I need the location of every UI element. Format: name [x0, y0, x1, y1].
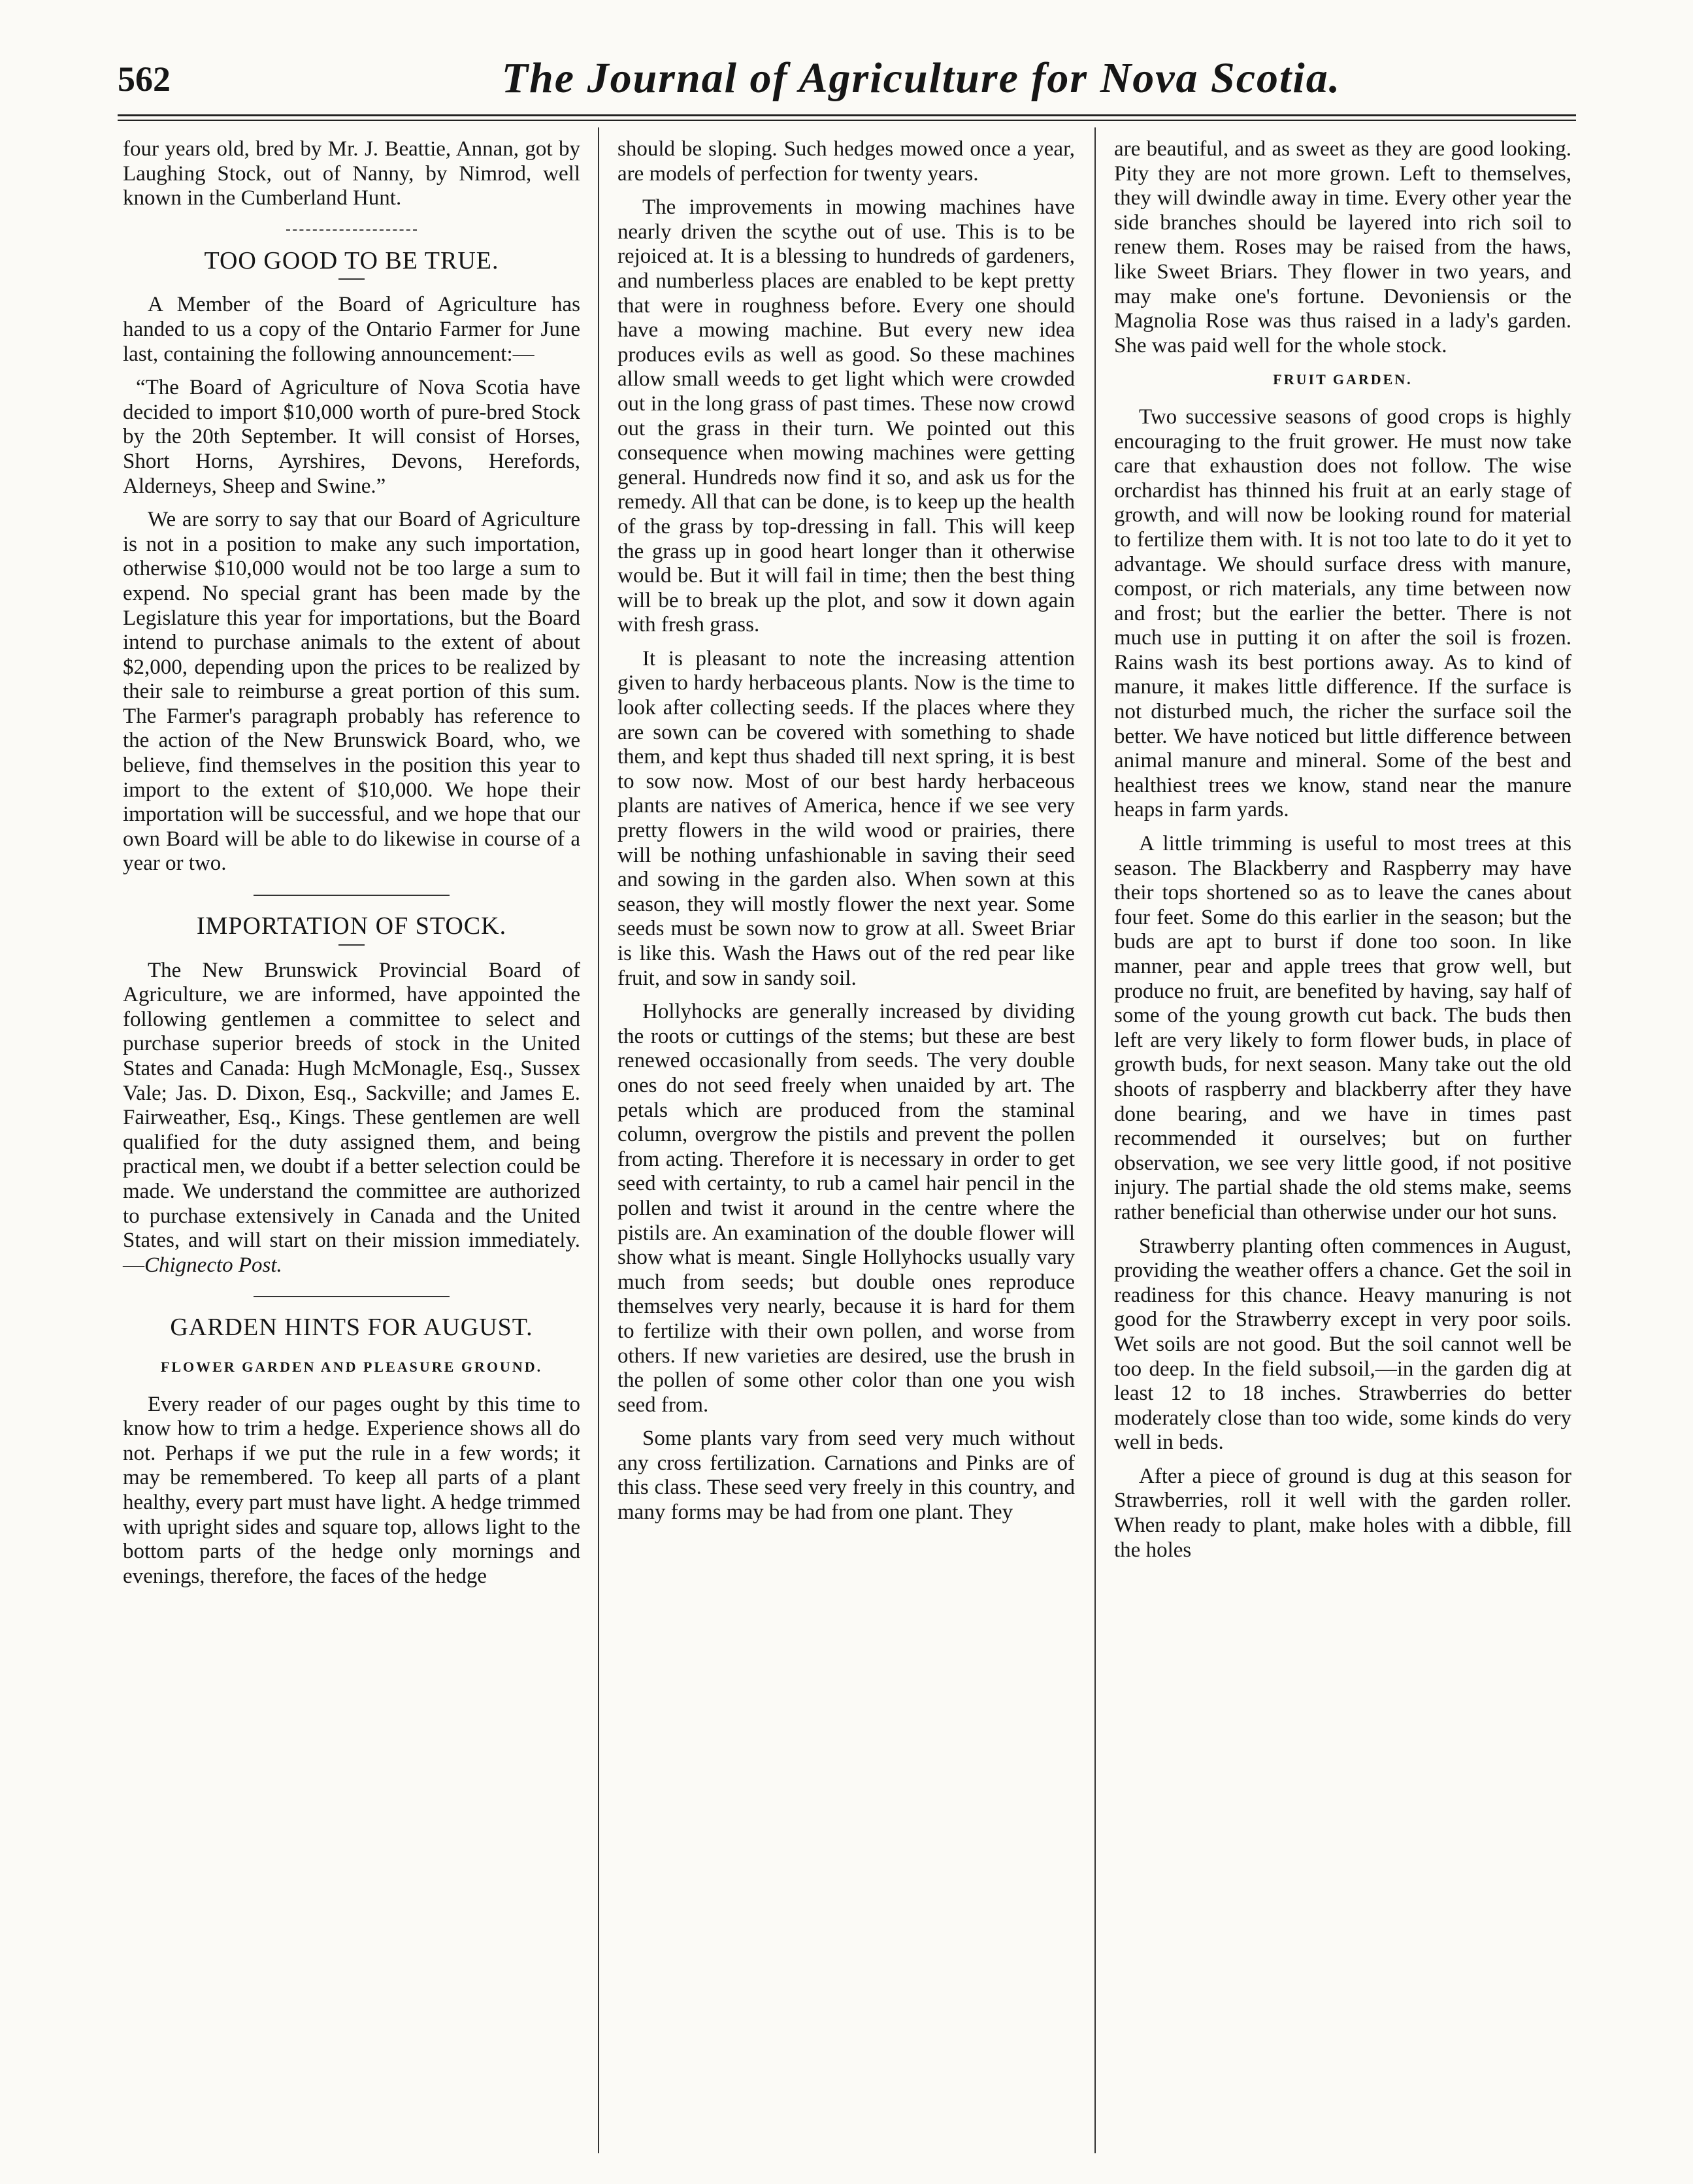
journal-title: The Journal of Agriculture for Nova Scotia. — [501, 54, 1341, 102]
paragraph-new-brunswick-board — [123, 959, 580, 1278]
source-attribution: Chignecto Post. — [144, 1253, 282, 1277]
heading-underline — [338, 944, 365, 946]
paragraph-should-be-sloping: should be sloping. Such hedges mowed once a year, are models of perfection for twenty years. — [617, 137, 1075, 186]
paragraph-some-plants-vary: Some plants vary from seed very much without any cross fertilization. Carnations and Pinks are of this class. These seed very freely in this country, and many forms may be had from one plant. They — [617, 1427, 1075, 1525]
header-rule — [118, 114, 1576, 121]
heading-too-good-to-be-true: TOO GOOD TO BE TRUE. — [204, 246, 499, 274]
subheading-fruit-garden: FRUIT GARDEN. — [1273, 371, 1413, 388]
column-3 — [1114, 137, 1571, 1572]
column-divider-1 — [598, 127, 599, 2153]
paragraph-are-beautiful: are beautiful, and as sweet as they are good looking. Pity they are not more grown. Left to themselves, they will dwindle away in time. Every other year the side branches should be layered into rich soil to renew them. Roses may be raised from the haws, like Sweet Briars. They flower in two years, and may make one's fortune. Devoniensis or the Magnolia Rose was thus raised in a lady's garden. She was paid well for the whole stock. — [1114, 137, 1571, 357]
column-1 — [123, 137, 580, 1598]
paragraph-every-reader: Every reader of our pages ought by this time to know how to trim a hedge. Experience shows all do not. Perhaps if we put the rule in a few words; it may be remembered. To keep all parts of a plant healthy, every part must have light. A hedge trimmed with upright sides and square top, allows light to the bottom parts of the hedge only mornings and evenings, therefore, the faces of the hedge — [123, 1392, 580, 1588]
paragraph-strawberry-planting: Strawberry planting often commences in August, providing the weather offers a chance. Get the soil in readiness for this chance. Heavy manuring is not good for the Strawberry except in very poor soils. Wet soils are not good. But the soil cannot well be too deep. In the field subsoil,—in the garden dig at least 12 to 18 inches. Strawberries do better moderately close than too wide, some kinds do very well in beds. — [1114, 1234, 1571, 1455]
paragraph-herbaceous-plants: It is pleasant to note the increasing attention given to hardy herbaceous plants. Now is the time to look after collecting seeds. If the places where they are sown can be covered with something to shade them, and kept thus shaded till next spring, it is best to sow now. Most of our best hardy herbaceous plants are natives of America, hence if we see very pretty flowers in the wild wood or prairies, there will be nothing unfashionable in saving their seed and sowing in the garden also. When sown at this season, they will mostly flower the next year. Some seeds must be sown now to grow at all. Sweet Briar is like this. Wash the Haws out of the red pear like fruit, and sow in sandy soil. — [617, 646, 1075, 990]
heading-underline — [338, 278, 365, 280]
paragraph-member-board: A Member of the Board of Agriculture has handed to us a copy of the Ontario Farmer for June last, containing the following announcement:— — [123, 293, 580, 366]
heading-importation-of-stock: IMPORTATION OF STOCK. — [196, 912, 507, 940]
page-header — [118, 52, 1575, 124]
column-divider-2 — [1094, 127, 1096, 2153]
paragraph-little-trimming: A little trimming is useful to most trees at this season. The Blackberry and Raspberry may have their tops shortened so as to leave the canes about four feet. Some do this earlier in the season; but the buds are apt to burst if done too soon. In like manner, pear and apple trees that grow well, but produce no fruit, are benefited by having, say half of some of the young growth cut back. The buds then left are very likely to form flower buds, in place of growth buds, for next season. Many take out the old shoots of raspberry and blackberry after they have done bearing, and we have in times past recommended it ourselves; but on further observation, we see very little good, if not positive injury. The partial shade the old stems make, seems rather beneficial than otherwise under our hot suns. — [1114, 832, 1571, 1224]
paragraph-quoted-announcement: “The Board of Agriculture of Nova Scotia have decided to import $10,000 worth of pure-bred Stock by the 20th September. It will consist of Horses, Short Horns, Ayrshires, Devons, Herefords, Alderneys, Sheep and Swine.” — [123, 376, 580, 498]
paragraph-after-piece-of-ground: After a piece of ground is dug at this season for Strawberries, roll it well with the garden roller. When ready to plant, make holes with a dibble, fill the holes — [1114, 1464, 1571, 1562]
heading-garden-hints: GARDEN HINTS FOR AUGUST. — [170, 1314, 533, 1342]
paragraph-we-are-sorry: We are sorry to say that our Board of Agriculture is not in a position to make any such importation, otherwise $10,000 would not be too large a sum to expend. No special grant has been made by the Legislature this year for importations, but the Board intend to purchase animals to the extent of about $2,000, depending upon the prices to be realized by their sale to reimburse a great portion of this sum. The Farmer's paragraph probably has reference to the action of the New Brunswick Board, who, we believe, find themselves in the position this year to import to the extent of $10,000. We hope their importation will be successful, and we hope that our own Board will be able to do likewise in course of a year or two. — [123, 508, 580, 876]
section-divider — [286, 229, 417, 231]
section-divider — [254, 1296, 450, 1297]
paragraph-mowing-machines: The improvements in mowing machines have nearly driven the scythe out of use. This is to be rejoiced at. It is a blessing to hundreds of gardeners, and numberless places are enabled to be kept pretty that were in roughness before. Every one should have a mowing machine. But every new idea produces evils as well as good. So these machines allow small weeds to get light which were crowded out in the long grass of past times. These now crowd out the grass in their turn. We pointed out this consequence when mowing machines were getting general. Hundreds now find it so, and ask us for the remedy. All that can be done, is to keep up the health of the grass by top-dressing in fall. This will keep the grass up in good heart longer than it otherwise would be. But it will fail in time; then the best thing will be to break up the plot, and sow it down again with fresh grass. — [617, 195, 1075, 637]
paragraph-two-successive-seasons: Two successive seasons of good crops is highly encouraging to the fruit grower. He must now take care that exhaustion does not follow. The wise orchardist has thinned his fruit at an early stage of growth, and will now be looking round for material to fertilize them with. It is not too late to do it yet to advantage. We should surface dress with manure, compost, or rich materials, any time between now and frost; but the earlier the better. There is not much use in putting it on after the soil is frozen. Rains wash its best portions away. As to kind of manure, it makes little difference. If the surface is not disturbed much, the richer the surface soil the better. We have noticed but little difference between animal manure and mineral. Some of the best and healthiest trees we know, stand near the manure heaps in farm yards. — [1114, 405, 1571, 822]
paragraph-new-brunswick-text: The New Brunswick Provincial Board of Agriculture, we are informed, have appointed the following gentlemen a committee to select and purchase superior breeds of stock in the United States and Canada: Hugh McMonagle, Esq., Sussex Vale; Jas. D. Dixon, Esq., Sackville; and James E. Fairweather, Esq., Kings. These gentlemen are well qualified for the duty assigned them, and being practical men, we doubt if a better selection could be made. We understand the committee are authorized to purchase extensively in Canada and the United States, and will start on their mission immediately.— — [123, 958, 580, 1277]
page-number: 562 — [118, 59, 171, 99]
subheading-flower-garden: FLOWER GARDEN AND PLEASURE GROUND. — [160, 1358, 543, 1375]
section-divider — [254, 895, 450, 896]
column-2 — [617, 137, 1075, 1534]
paragraph-hollyhocks: Hollyhocks are generally increased by dividing the roots or cuttings of the stems; but these are best renewed occasionally from seeds. The very double ones do not seed freely when unaided by art. The petals which are produced from the staminal column, overgrow the pistils and prevent the pollen from acting. Therefore it is necessary in order to get seed with certainty, to rub a camel hair pencil in the pollen and twist it around in the centre where the pistils are. An examination of the double flower will show what is meant. Single Hollyhocks usually vary much from seeds; but double ones reproduce themselves very nearly, because it is hard for them to fertilize with their own pollen, and worse from others. If new varieties are desired, use the brush in the pollen of some other color than one you wish seed from. — [617, 1000, 1075, 1417]
paragraph-intro: four years old, bred by Mr. J. Beattie, Annan, got by Laughing Stock, out of Nanny, by Nimrod, well known in the Cumberland Hunt. — [123, 137, 580, 210]
